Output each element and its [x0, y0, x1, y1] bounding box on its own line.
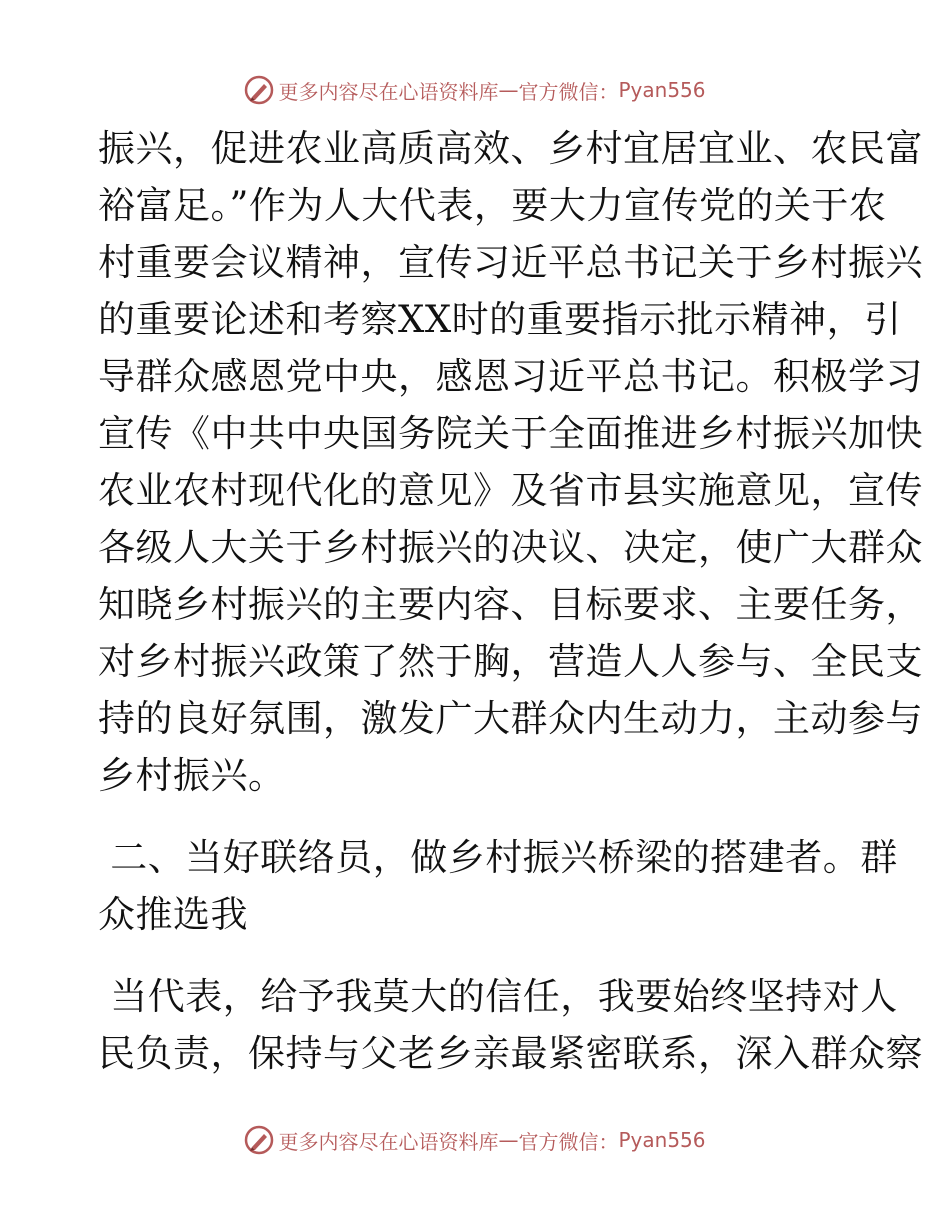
pen-logo-icon — [244, 1125, 274, 1155]
header-watermark — [0, 70, 950, 110]
text-line: 裕富足。”作为人大代表，要大力宣传党的关于农 — [98, 184, 887, 227]
text-line: 振兴，促进农业高质高效、乡村宜居宜业、农民富 — [98, 127, 923, 170]
text-line: 二、当好联络员，做乡村振兴桥梁的搭建者。群 — [98, 836, 898, 879]
watermark-wechat-label: 官方微信： — [518, 79, 619, 104]
text-line: 当代表，给予我莫大的信任，我要始终坚持对人 — [98, 975, 898, 1018]
watermark-dash: — — [498, 1128, 519, 1152]
text-line: 各级人大关于乡村振兴的决议、决定，使广大群众 — [98, 526, 923, 569]
text-line: 宣传《中共中央国务院关于全面推进乡村振兴加快 — [98, 412, 923, 455]
watermark-site-text: 更多内容尽在心语资料库 — [278, 1129, 499, 1154]
text-line: 持的良好氛围，激发广大群众内生动力，主动参与 — [98, 697, 923, 740]
text-line: 的重要论述和考察XX时的重要指示批示精神，引 — [98, 298, 902, 341]
text-line: 民负责，保持与父老乡亲最紧密联系，深入群众察 — [98, 1032, 923, 1075]
text-line: 乡村振兴。 — [98, 754, 286, 797]
watermark-wechat-id: Pyan556 — [618, 78, 706, 102]
section-heading — [98, 829, 898, 943]
watermark-wechat-label: 官方微信： — [518, 1129, 619, 1154]
text-line: 农业农村现代化的意见》及省市县实施意见，宣传 — [98, 469, 923, 512]
watermark-site-text: 更多内容尽在心语资料库 — [278, 79, 499, 104]
watermark-dash: — — [498, 78, 519, 102]
text-line: 村重要会议精神，宣传习近平总书记关于乡村振兴 — [98, 241, 923, 284]
paragraph — [98, 968, 923, 1082]
watermark-wechat-id: Pyan556 — [618, 1128, 706, 1152]
paragraph — [98, 120, 923, 804]
text-line: 对乡村振兴政策了然于胸，营造人人参与、全民支 — [98, 640, 923, 683]
document-body — [98, 120, 923, 1082]
footer-watermark — [0, 1120, 950, 1160]
text-line: 知晓乡村振兴的主要内容、目标要求、主要任务， — [98, 583, 923, 626]
text-line: 导群众感恩党中央，感恩习近平总书记。积极学习 — [98, 355, 923, 398]
text-line: 众推选我 — [98, 893, 248, 936]
pen-logo-icon — [244, 75, 274, 105]
